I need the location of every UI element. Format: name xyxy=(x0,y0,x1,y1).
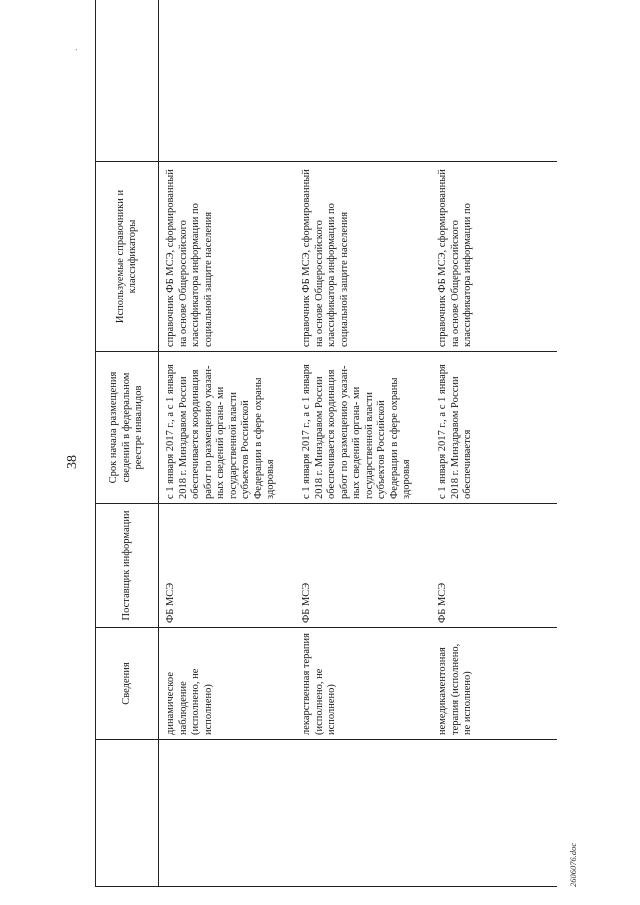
table-cell xyxy=(159,0,296,162)
table-row xyxy=(295,0,431,887)
header-cell-start-date: Срок начала размещения сведений в федеральном реестре инвалидов xyxy=(96,352,159,504)
page-number: 38 xyxy=(65,455,80,469)
table-cell xyxy=(295,740,431,887)
scan-mark: . xyxy=(69,48,80,51)
table-cell xyxy=(431,0,557,162)
table-cell-classifiers: справочник ФБ МСЭ, сформированный на основе Общероссийского классификатора информации по xyxy=(431,162,557,352)
table-cell-provider: ФБ МСЭ xyxy=(431,504,557,628)
table-cell-info: динамическое наблюдение (исполнено, не исполнено) xyxy=(159,628,296,740)
table-cell-start-date: с 1 января 2017 г., а с 1 января 2018 г. Минздравом России обеспечивается координация работ по размещению указан- ных сведений органа- ми государственной власти субъектов Российской Федерации в сфере охраны здоровья xyxy=(295,352,431,504)
table-row xyxy=(431,0,557,887)
header-cell-provider: Поставщик информации xyxy=(96,504,159,628)
document-file-code: 2606076.doc xyxy=(568,842,578,887)
information-table xyxy=(95,0,557,887)
table-cell-start-date: с 1 января 2017 г., а с 1 января 2018 г. Минздравом России обеспечивается координация работ по размещению указан- ных сведений органа- ми государственной власти субъектов Российской Федерации в сфере охраны здоровья xyxy=(159,352,296,504)
table-cell-classifiers: справочник ФБ МСЭ, сформированный на основе Общероссийского классификатора информации по социальной защите населения xyxy=(159,162,296,352)
table-cell xyxy=(159,740,296,887)
table-cell-info: немедикаментозная терапия (исполнено, не исполнено) xyxy=(431,628,557,740)
header-cell-classifiers: Используемые справочники и классификаторы xyxy=(96,162,159,352)
header-cell-blank-right xyxy=(96,0,159,162)
table-cell xyxy=(295,0,431,162)
header-cell-info: Сведения xyxy=(96,628,159,740)
table-cell-start-date: с 1 января 2017 г., а с 1 января 2018 г. Минздравом России обеспечивается xyxy=(431,352,557,504)
table-cell xyxy=(431,740,557,887)
rotated-page xyxy=(65,37,585,887)
table-cell-provider: ФБ МСЭ xyxy=(295,504,431,628)
table-header-row xyxy=(96,0,159,887)
table-cell-classifiers: справочник ФБ МСЭ, сформированный на основе Общероссийского классификатора информации по социальной защите населения xyxy=(295,162,431,352)
header-cell-blank-left xyxy=(96,740,159,887)
table-cell-info: лекарственная терапия (исполнено, не исполнено) xyxy=(295,628,431,740)
table-row xyxy=(159,0,296,887)
table-cell-provider: ФБ МСЭ xyxy=(159,504,296,628)
